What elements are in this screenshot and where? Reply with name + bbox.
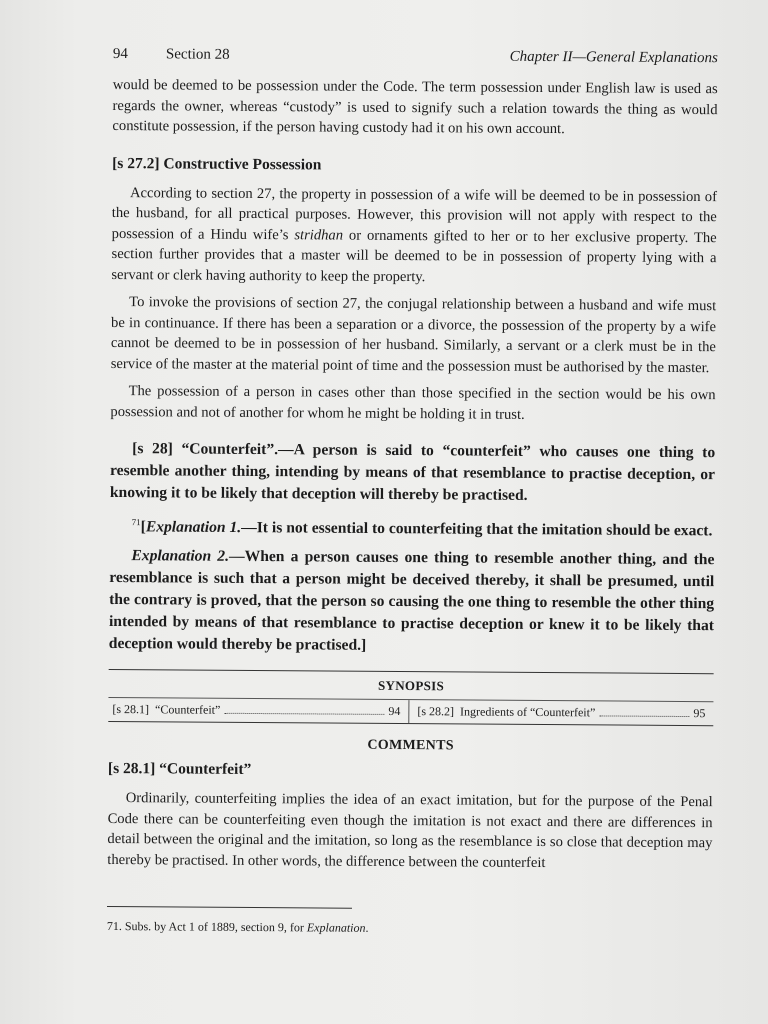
leader-dots — [224, 713, 384, 715]
synopsis-entry[interactable] — [408, 700, 713, 725]
footnote-marker: 71 — [131, 517, 141, 528]
footnote-text: 71. Subs. by Act 1 of 1889, section 9, for — [106, 919, 307, 935]
synopsis-entry-label: Ingredients of “Counterfeit” — [459, 704, 596, 720]
explanation-2-label: Explanation 2. — [131, 547, 230, 566]
italic-term: stridhan — [294, 226, 344, 244]
page-content — [107, 46, 718, 938]
explanation-1 — [110, 511, 715, 542]
explanation-2-text: —When a person causes one thing to resemble another thing, and the resemblance is such that a person might be deceived thereby, it shall be presumed, until the contrary is proved, that the person so causing the one thing to resemble the other thing intended by means of that resemblance to practise deception or knew it to be likely that deception would thereby be practised.] — [108, 548, 715, 654]
paragraph-text: or ornaments gifted to her or to her exclusive property. The section further provides that a master will be deemed to be in possession of property lying with a servant or clerk having authority to keep the property. — [111, 227, 717, 285]
section-heading-27-2: [s 27.2] Constructive Possession — [112, 154, 322, 173]
running-header — [113, 46, 718, 67]
synopsis-entry[interactable] — [108, 698, 408, 723]
header-chapter: Chapter II—General Explanations — [509, 48, 718, 67]
paragraph-27-2-1 — [111, 182, 717, 289]
section-heading-28-1: [s 28.1] “Counterfeit” — [107, 760, 252, 779]
comments-paragraph: Ordinarily, counterfeiting implies the idea of an exact imitation, but for the purpose of the Penal Code there can be counterfeiting even though the imitation is not exact and there are differences in detail between the original and the imitation, so long as the resemblance is so close that deception may thereby be practised. In other words, the difference between the counterfeit — [107, 790, 713, 871]
header-section: Section 28 — [165, 46, 230, 63]
paragraph-27-2-3: The possession of a person in cases other than those specified in the section would be his own possession and not of another for whom he might be holding it in trust. — [110, 383, 716, 423]
synopsis-entry-page: 94 — [388, 704, 401, 719]
paragraph-27-2-2: To invoke the provisions of section 27, the conjugal relationship between a husband and wife must be in continuance. If there has been a separation or a divorce, the possession of the property by a wife cannot be deemed to be in possession of her husband. Similarly, a servant or a clerk must be in the service of the master at the material point of time and the possession must be authorised by the master. — [110, 294, 717, 376]
explanation-1-text: —It is not essential to counterfeiting that the imitation should be exact. — [241, 519, 713, 540]
footnote-divider — [107, 906, 352, 909]
synopsis-entry-number: [s 28.1] — [112, 702, 150, 717]
synopsis-row — [108, 698, 713, 725]
comments-title: COMMENTS — [367, 737, 454, 754]
synopsis-entry-label: “Counterfeit” — [154, 702, 221, 717]
synopsis-entry-number: [s 28.2] — [417, 704, 455, 719]
synopsis-box — [108, 669, 713, 726]
explanation-2 — [109, 545, 715, 659]
footnote-italic: Explanation — [306, 920, 366, 935]
page-number: 94 — [112, 46, 128, 63]
statute-section-28 — [109, 438, 716, 659]
synopsis-title: SYNOPSIS — [108, 670, 713, 702]
paragraph-text: According to section 27, the property in possession of a wife will be deemed to be in possession of the husband, for all practical purposes. However, this provision will not apply with respect to the possession of a Hindu wife’s — [111, 184, 718, 243]
statute-main-text: [s 28] “Counterfeit”.—A person is said to “counterfeit” who causes one thing to resemble another thing, intending by means of that resemblance to practise deception, or knowing it to be likely that deception will thereby be practised. — [109, 440, 716, 504]
leader-dots — [599, 716, 689, 718]
footnote — [107, 919, 712, 938]
footnote-suffix: . — [365, 920, 369, 935]
bracket: [ — [140, 518, 146, 536]
continuation-paragraph: would be deemed to be possession under the Code. The term possession under English law is used as regards the owner, whereas “custody” is used to signify such a relation towards the thing as would constitute possession, if the person having custody had it on his own account. — [112, 76, 718, 138]
synopsis-entry-page: 95 — [693, 706, 706, 721]
explanation-1-label: Explanation 1. — [145, 518, 242, 537]
